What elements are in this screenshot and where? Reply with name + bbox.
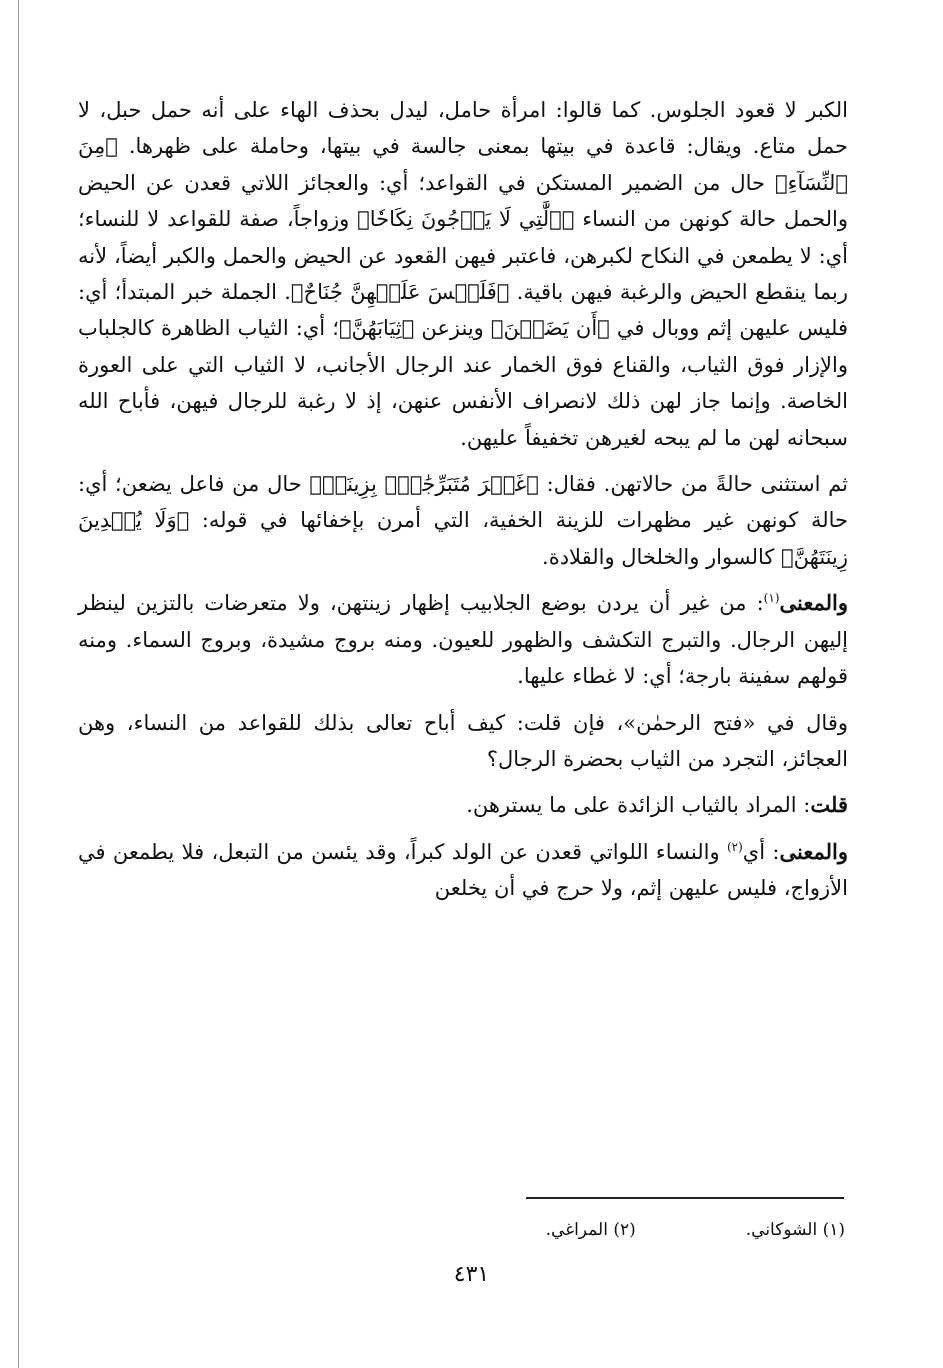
paragraph-4-text: وقال في «فتح الرحمٰن»، فإن قلت: كيف أباح تعالى بذلك للقواعد من النساء، وهن العجائز، التجرد من الثياب بحضرة الرجال؟	[78, 710, 848, 771]
paragraph-5-text: : المراد بالثياب الزائدة على ما يسترهن.	[466, 793, 811, 818]
paragraph-1-text: الكبر لا قعود الجلوس. كما قالوا: امرأة حامل، ليدل بحذف الهاء على أنه حمل حبل، لا حمل متاع. ويقال: قاعدة في بيتها بمعنى جالسة في بيتها، وحاملة على ظهرها. ﴿مِنَ ٱلنِّسَآءِ﴾ حال من الضمير المستكن في القواعد؛ أي: والعجائز اللاتي قعدن عن الحيض والحمل حالة كونهن من النساء ﴿ٱلَّٰتِي لَا يَرۡجُونَ نِكَاحٗا﴾ وزواجاً، صفة للقواعد لا للنساء؛ أي: لا يطمعن في النكاح لكبرهن، فاعتبر فيهن القعود عن الحيض والحمل والكبر أيضاً، لأنه ربما ينقطع الحيض والرغبة فيهن باقية. ﴿فَلَيۡسَ عَلَيۡهِنَّ جُنَاحٌ﴾. الجملة خبر المبتدأ؛ أي: فليس عليهن إثم ووبال في ﴿أَن يَضَعۡنَ﴾ وينزعن ﴿ثِيَابَهُنَّ﴾؛ أي: الثياب الظاهرة كالجلباب والإزار فوق الثياب، والقناع فوق الخمار عند الرجال الأجانب، لا الثياب التي على العورة الخاصة. وإنما جاز لهن ذلك لانصراف الأنفس عنهن، إذ لا رغبة للرجال فيهن، فأباح الله سبحانه لهن ما لم يبحه لغيرهن تخفيفاً عليهن.	[78, 98, 848, 450]
paragraph-2-text: ثم استثنى حالةً من حالاتهن. فقال: ﴿غَيۡرَ مُتَبَرِّجَٰتِۭ بِزِينَةٖ﴾ حال من فاعل يضعن؛ أي: حالة كونهن غير مظهرات للزينة الخفية، التي أمرن بإخفائها في قوله: ﴿وَلَا يُبۡدِينَ زِينَتَهُنَّ﴾ كالسوار والخلخال والقلادة.	[78, 472, 848, 569]
paragraph-3-lead: والمعنى	[779, 590, 848, 616]
paragraph-3	[78, 585, 848, 694]
paragraph-6	[78, 834, 848, 907]
footnote-separator	[526, 1197, 844, 1199]
paragraph-3-text: : من غير أن يردن بوضع الجلابيب إظهار زينتهن، ولا متعرضات بالتزين لينظر إليهن الرجال. والتبرج التكشف والظهور للعيون. ومنه بروج مشيدة، وبروج السماء. ومنه قولهم سفينة بارجة؛ أي: لا غطاء عليها.	[78, 591, 848, 689]
paragraph-5-lead: قلت	[810, 792, 848, 818]
page-body	[78, 92, 848, 917]
footnotes	[546, 1218, 845, 1242]
footnote-1: (١) الشوكاني.	[745, 1220, 845, 1240]
paragraph-4	[78, 705, 848, 778]
footnote-ref-2: (٢)	[726, 839, 743, 854]
paragraph-6-text: والنساء اللواتي قعدن عن الولد كبراً، وقد يئسن من التبعل، فلا يطمعن في الأزواج، فليس عليهن إثم، ولا حرج في أن يخلعن	[78, 839, 848, 901]
paragraph-6-pre: : أي	[742, 839, 780, 864]
paragraph-2	[78, 466, 848, 575]
paragraph-1	[78, 92, 848, 456]
page-number: ٤٣١	[453, 1262, 490, 1287]
footnote-2: (٢) المراغي.	[545, 1220, 636, 1240]
paragraph-5	[78, 787, 848, 823]
footnote-ref-1: (١)	[763, 591, 780, 606]
paragraph-6-lead: والمعنى	[779, 838, 848, 864]
page-edge-line	[18, 0, 19, 1368]
